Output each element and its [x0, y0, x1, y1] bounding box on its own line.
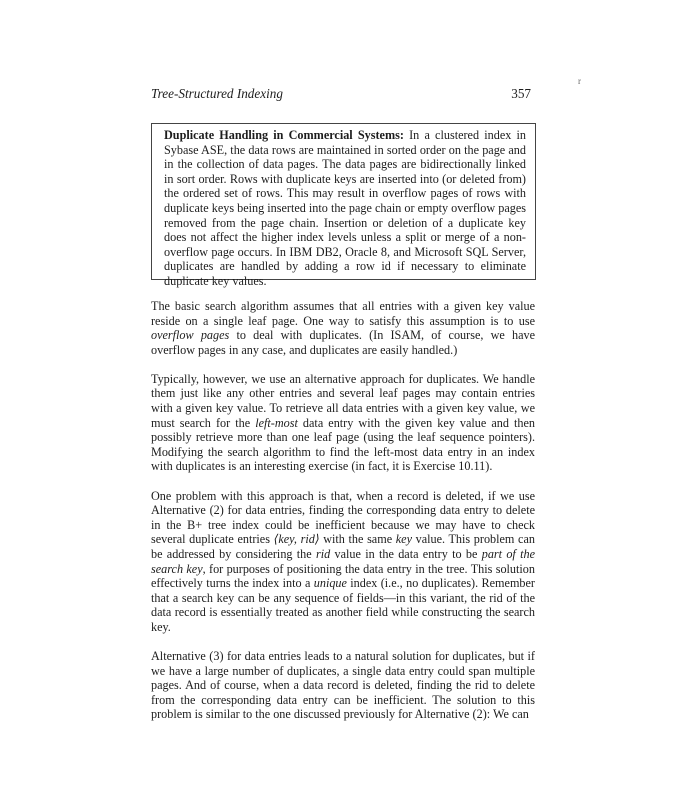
- paragraph-3-text: One problem with this approach is that, when a record is deleted, if we use Alternative (2) for data entries, finding the corresponding data entry to delete in the B+ tree index could be inefficient because we may have to check several duplicate entries: [151, 488, 535, 547]
- emphasis-part-of-search-key: part of the search key: [151, 546, 536, 576]
- running-header: [151, 86, 531, 106]
- emphasis-key-rid: ⟨key, rid⟩: [273, 532, 320, 547]
- emphasis-overflow-pages: overflow pages: [151, 328, 230, 343]
- paragraph-1: [151, 299, 535, 357]
- paragraph-2-text: Typically, however, we use an alternative approach for duplicates. We handle them just like any other entries and several leaf pages may contain entries with a given key value. To retrieve all data entries with a given key value, we must search for the: [151, 371, 535, 430]
- emphasis-key: key: [395, 532, 412, 547]
- running-title: Tree-Structured Indexing: [151, 86, 283, 101]
- paragraph-2-text-end: data entry with the given key value and then possibly retrieve more than one leaf page (using the leaf sequence pointers). Modifying the search algorithm to find the left-most data entry in an index with duplicates is an interesting exercise (in fact, it is Exercise 10.11).: [151, 415, 535, 474]
- body-text: [151, 299, 535, 736]
- emphasis-rid: rid: [316, 546, 331, 561]
- paragraph-1-text-end: to deal with duplicates. (In ISAM, of course, we have overflow pages in any case, and duplicates are easily handled.): [151, 328, 535, 357]
- paragraph-3-text-f: index (i.e., no duplicates). Remember that a search key can be any sequence of fields—in this variant, the rid of the data record is essentially treated as another field while constructing the search key.: [151, 576, 535, 634]
- sidebar-text: [164, 128, 526, 289]
- sidebar-body: In a clustered index in Sybase ASE, the data rows are maintained in sorted order on the page and in the collection of data pages. The data pages are bidirectionally linked in sort order. Rows with duplicate keys are inserted into (or deleted from) the ordered set of rows. This may result in overflow pages of rows with duplicate keys being inserted into the page chain or empty overflow pages removed from the page chain. Insertion or deletion of a duplicate key does not affect the higher index levels unless a split or merge of a non-overflow page occurs. In IBM DB2, Oracle 8, and Microsoft SQL Server, duplicates are handled by adding a row id if necessary to eliminate duplicate key values.: [164, 128, 526, 288]
- page-number: 357: [511, 86, 531, 101]
- paragraph-3-text-e: , for purposes of positioning the data entry in the tree. This solution effectively turns the index into a: [151, 561, 535, 591]
- margin-mark: r: [578, 76, 581, 86]
- sidebar-heading: Duplicate Handling in Commercial Systems:: [164, 128, 404, 142]
- paragraph-3-text-d: value in the data entry to be: [330, 546, 482, 561]
- paragraph-3-text-c: value. This problem can be addressed by considering the: [151, 532, 535, 561]
- paragraph-4-text: Alternative (3) for data entries leads to a natural solution for duplicates, but if we have a large number of duplicates, a single data entry could span multiple pages. And of course, when a data record is deleted, finding the rid to delete from the corresponding data entry can be inefficient. The solution to this problem is similar to the one discussed previously for Alternative (2): We can: [151, 648, 535, 722]
- paragraph-3-text-b: with the same: [319, 532, 396, 547]
- emphasis-unique: unique: [313, 576, 347, 591]
- paragraph-2: [151, 372, 535, 474]
- paragraph-3: [151, 489, 535, 635]
- paragraph-1-text: The basic search algorithm assumes that all entries with a given key value reside on a single leaf page. One way to satisfy this assumption is to use: [151, 299, 535, 328]
- sidebar-box: [151, 123, 536, 288]
- paragraph-4: [151, 649, 535, 722]
- emphasis-left-most: left-most: [255, 415, 298, 430]
